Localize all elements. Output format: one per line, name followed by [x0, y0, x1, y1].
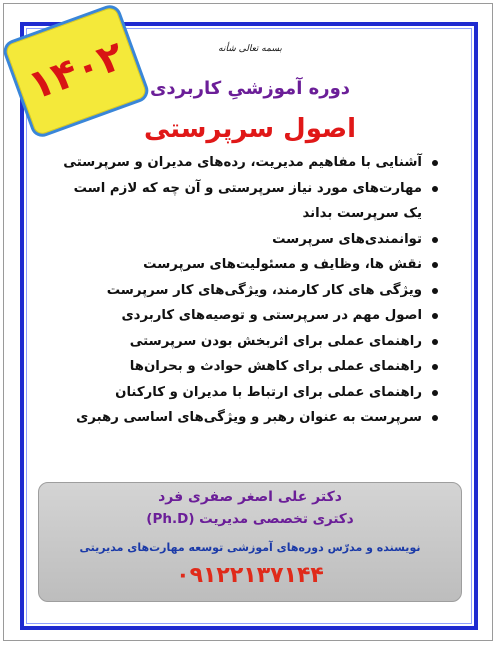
bullet-icon — [432, 262, 438, 268]
bullet-icon — [432, 288, 438, 294]
bullet-icon — [432, 415, 438, 421]
list-item: نقش ها، وظایف و مسئولیت‌های سرپرست — [93, 252, 438, 278]
instructor-degree: دکتری تخصصی مدیریت (Ph.D) — [146, 511, 354, 527]
bullet-icon — [432, 160, 438, 166]
list-item: راهنمای عملی برای کاهش حوادث و بحران‌ها — [93, 354, 438, 380]
bullet-icon — [432, 364, 438, 370]
topic-list — [63, 150, 438, 431]
invocation-calligraphy: بسمه تعالی شأنه — [218, 44, 282, 54]
list-item: سرپرست به عنوان رهبر و ویژگی‌های اساسی رهبری — [93, 405, 438, 431]
list-item: توانمندی‌های سرپرست — [93, 227, 438, 253]
list-item: ویژگی های کار کارمند، ویژگی‌های کار سرپرست — [93, 278, 438, 304]
bullet-icon — [432, 339, 438, 345]
list-item: آشنایی با مفاهیم مدیریت، رده‌های مدیران و سرپرستی — [93, 150, 438, 176]
list-item: راهنمای عملی برای اثربخش بودن سرپرستی — [93, 329, 438, 355]
bullet-icon — [432, 313, 438, 319]
main-title: اصول سرپرستی — [143, 114, 357, 144]
bullet-icon — [432, 390, 438, 396]
year-label: ۱۴۰۲ — [22, 32, 130, 110]
course-title: دوره آموزشیِ کاربردی — [149, 78, 351, 99]
instructor-box — [38, 482, 462, 602]
instructor-role: نویسنده و مدرّس دوره‌های آموزشی توسعه مهارت‌های مدیریتی — [79, 541, 421, 554]
list-item: اصول مهم در سرپرستی و توصیه‌های کاربردی — [93, 303, 438, 329]
bullet-icon — [432, 237, 438, 243]
bullet-icon — [432, 186, 438, 192]
instructor-name: دکتر علی اصغر صفری فرد — [158, 489, 342, 505]
list-item: راهنمای عملی برای ارتباط با مدیران و کارکنان — [93, 380, 438, 406]
phone-number: ۰۹۱۲۲۱۳۷۱۴۴ — [176, 563, 324, 588]
list-item: مهارت‌های مورد نیاز سرپرستی و آن چه که لازم است یک سرپرست بداند — [93, 176, 438, 227]
